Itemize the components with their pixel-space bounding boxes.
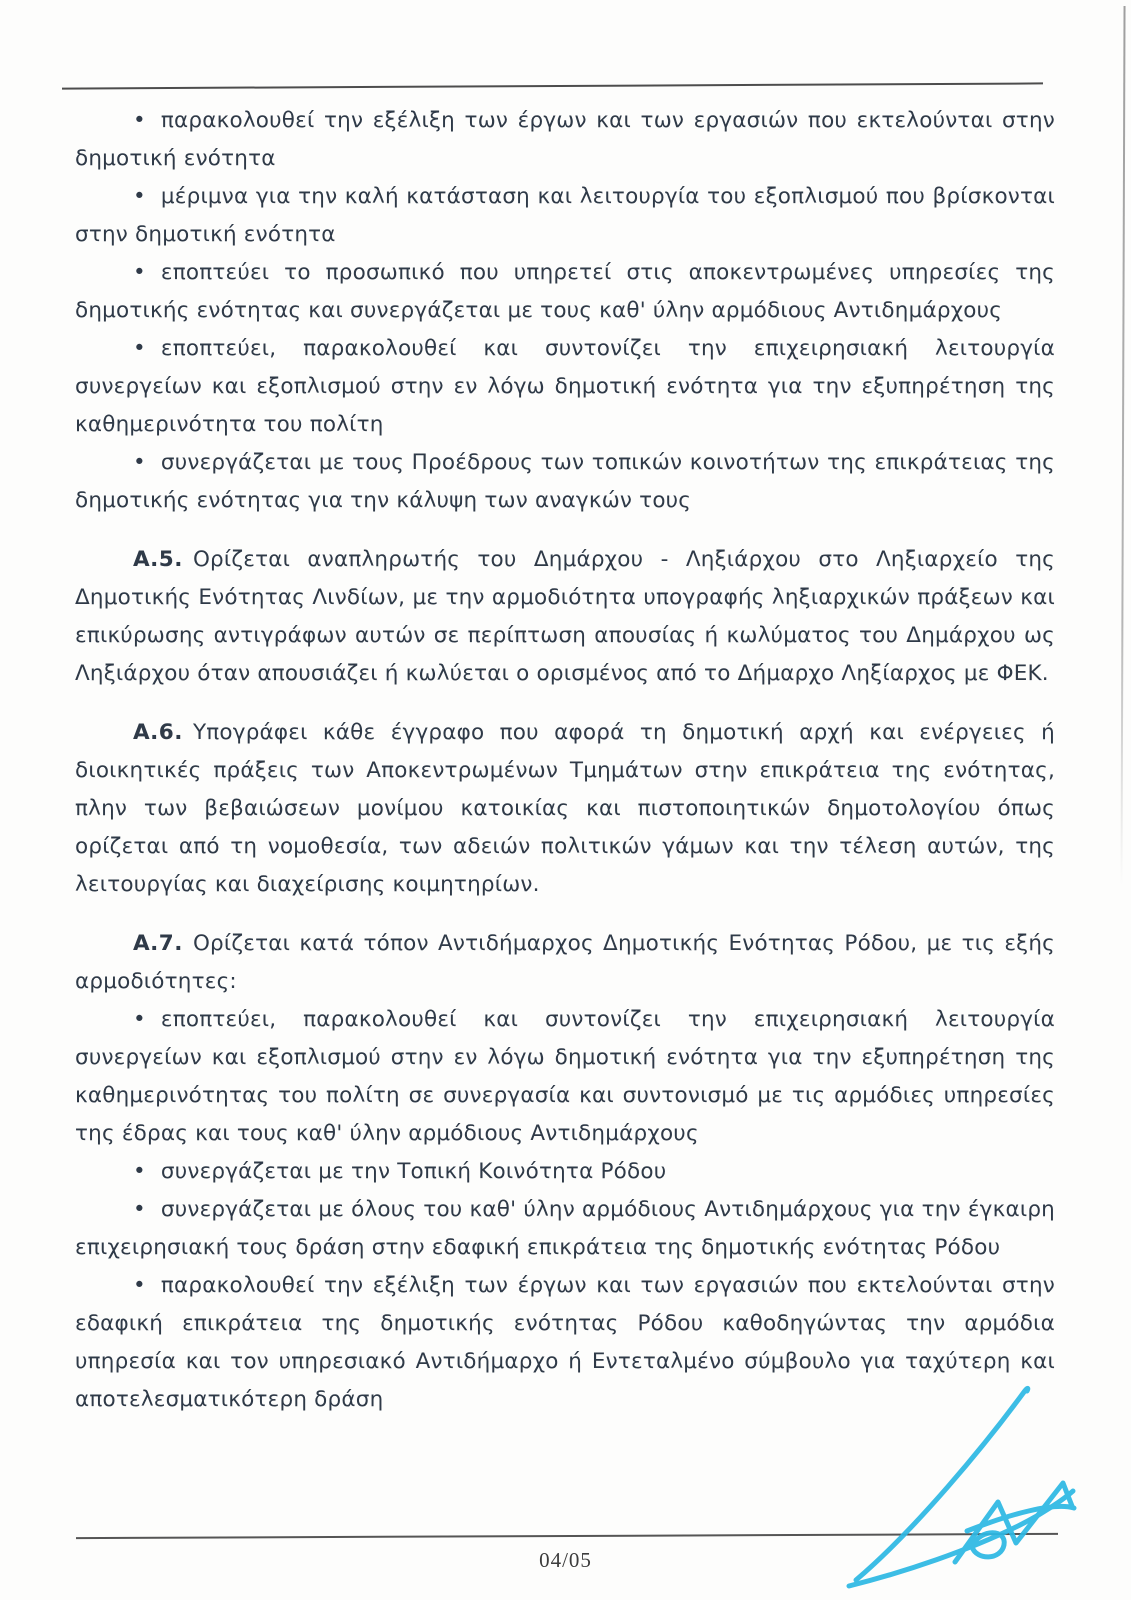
- document-body: [75, 102, 1055, 1419]
- list-item: [75, 330, 1055, 444]
- bullet-icon: •: [133, 1273, 146, 1298]
- page-number: 04/05: [539, 1548, 592, 1572]
- list-item-text: συνεργάζεται με τους Προέδρους των τοπικών κοινοτήτων της επικράτειας της δημοτικής ενότητας για την κάλυψη των αναγκών τους: [75, 450, 1055, 513]
- section-a7: [75, 925, 1055, 1001]
- list-item-text: παρακολουθεί την εξέλιξη των έργων και των εργασιών που εκτελούνται στην δημοτική ενότητα: [75, 108, 1055, 171]
- section-text: Υπογράφει κάθε έγγραφο που αφορά τη δημοτική αρχή και ενέργειες ή διοικητικές πράξεις των Αποκεντρωμένων Τμημάτων στην επικράτεια της ενότητας, πλην των βεβαιώσεων μονίμου κατοικίας και πιστοποιητικών δημοτολογίου όπως ορίζεται από τη νομοθεσία, των αδειών πολιτικών γάμων και την τέλεση αυτών, της λειτουργίας και διαχείρισης κοιμητηρίων.: [75, 720, 1055, 897]
- section-number: Α.7.: [133, 931, 183, 956]
- bullet-icon: •: [133, 1197, 146, 1222]
- bullet-icon: •: [133, 108, 146, 133]
- bullet-icon: •: [133, 450, 146, 475]
- top-horizontal-rule: [62, 82, 1043, 89]
- list-item-text: εποπτεύει, παρακολουθεί και συντονίζει την επιχειρησιακή λειτουργία συνεργείων και εξοπλισμού στην εν λόγω δημοτική ενότητα για την εξυπηρέτηση της καθημερινότητας του πολίτη σε συνεργασία και συντονισμό με τις αρμόδιες υπηρεσίες της έδρας και τους καθ' ύλην αρμόδιους Αντιδημάρχους: [75, 1007, 1055, 1146]
- list-item: [75, 254, 1055, 330]
- list-item: [75, 1001, 1055, 1153]
- list-item-text: εποπτεύει, παρακολουθεί και συντονίζει την επιχειρησιακή λειτουργία συνεργείων και εξοπλισμού στην εν λόγω δημοτική ενότητα για την εξυπηρέτηση της καθημερινότητα του πολίτη: [75, 336, 1055, 437]
- section-a6: [75, 714, 1055, 904]
- list-item: [75, 444, 1055, 520]
- bullet-icon: •: [133, 1159, 146, 1184]
- bullet-icon: •: [133, 184, 146, 209]
- section-text: Ορίζεται κατά τόπον Αντιδήμαρχος Δημοτικής Ενότητας Ρόδου, με τις εξής αρμοδιότητες:: [75, 931, 1055, 994]
- signature: [820, 1330, 1131, 1600]
- list-item-text: εποπτεύει το προσωπικό που υπηρετεί στις αποκεντρωμένες υπηρεσίες της δημοτικής ενότητας και συνεργάζεται με τους καθ' ύλην αρμόδιους Αντιδημάρχους: [75, 260, 1055, 323]
- scan-edge-artifact: [1120, 6, 1125, 886]
- section-number: Α.5.: [133, 547, 183, 572]
- section-number: Α.6.: [133, 720, 183, 745]
- list-item-text: συνεργάζεται με την Τοπική Κοινότητα Ρόδου: [160, 1159, 667, 1184]
- bullet-icon: •: [133, 336, 146, 361]
- list-item-text: συνεργάζεται με όλους του καθ' ύλην αρμόδιους Αντιδημάρχους για την έγκαιρη επιχειρησιακή τους δράση στην εδαφική επικράτεια της δημοτικής ενότητας Ρόδου: [75, 1197, 1055, 1260]
- bullet-icon: •: [133, 260, 146, 285]
- section-a5: [75, 541, 1055, 693]
- list-item-text: παρακολουθεί την εξέλιξη των έργων και των εργασιών που εκτελούνται στην εδαφική επικράτεια της δημοτικής ενότητας Ρόδου καθοδηγώντας την αρμόδια υπηρεσία και τον υπηρεσιακό Αντιδήμαρχο ή Εντεταλμένο σύμβουλο για ταχύτερη και αποτελεσματικότερη δράση: [75, 1273, 1055, 1412]
- list-item-text: μέριμνα για την καλή κατάσταση και λειτουργία του εξοπλισμού που βρίσκονται στην δημοτική ενότητα: [75, 184, 1055, 247]
- signature-stroke: [849, 1491, 1073, 1586]
- list-item: [75, 1153, 1055, 1191]
- list-item: [75, 102, 1055, 178]
- section-text: Ορίζεται αναπληρωτής του Δημάρχου - Ληξιάρχου στο Ληξιαρχείο της Δημοτικής Ενότητας Λινδίων, με την αρμοδιότητα υπογραφής ληξιαρχικών πράξεων και επικύρωσης αντιγράφων αυτών σε περίπτωση απουσίας ή κωλύματος του Δημάρχου ως Ληξιάρχου όταν απουσιάζει ή κωλύεται ο ορισμένος από το Δήμαρχο Ληξίαρχος με ΦΕΚ.: [75, 547, 1055, 686]
- bullet-icon: •: [133, 1007, 146, 1032]
- list-item: [75, 1191, 1055, 1267]
- list-item: [75, 178, 1055, 254]
